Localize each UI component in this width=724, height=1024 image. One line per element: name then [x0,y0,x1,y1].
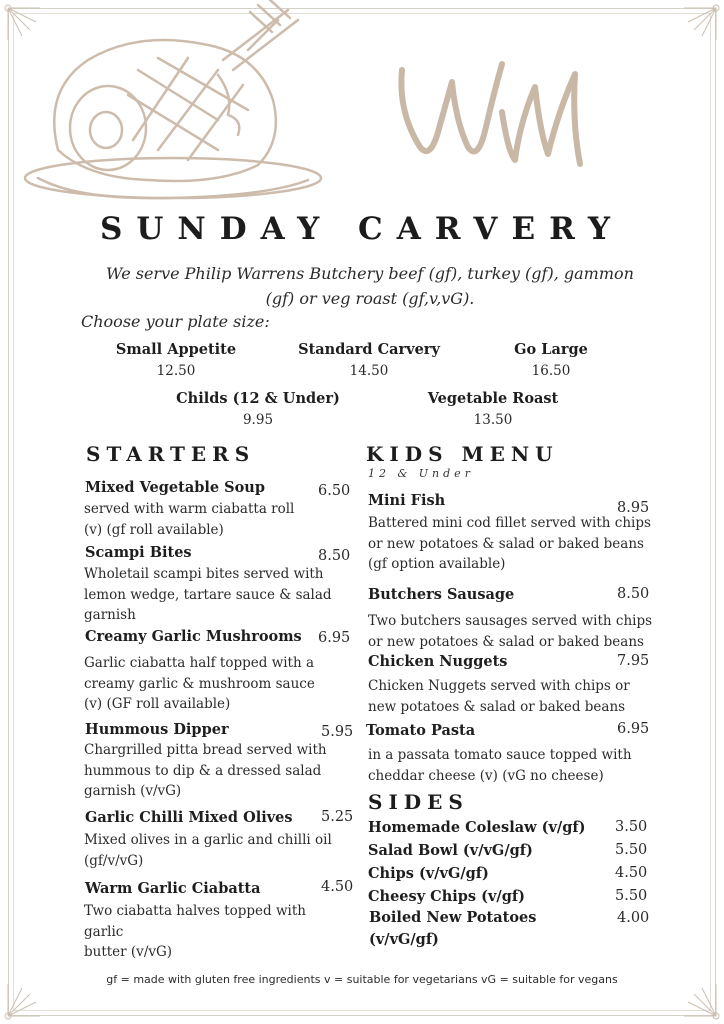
kids-item-name: Mini Fish [368,492,446,509]
page-title: SUNDAY CARVERY [99,211,625,247]
side-name: Chips (v/vG/gf) [368,865,489,882]
starter-price: 6.50 [318,483,351,499]
plate-size-price: 13.50 [473,412,513,428]
side-price: 5.50 [615,888,648,904]
kids-item-description: Two butchers sausages served with chips or new potatoes & salad or baked beans [368,613,653,650]
kids-menu-heading: KIDS MENU [366,442,559,466]
starter-name: Garlic Chilli Mixed Olives [85,809,293,826]
plate-size-price: 14.50 [349,363,389,379]
starter-name: Hummous Dipper [85,721,229,738]
plate-size-name: Childs (12 & Under) [176,390,340,407]
plate-size-name: Small Appetite [115,341,237,358]
plate-size-price: 16.50 [531,363,571,379]
kids-item-price: 6.95 [617,721,650,737]
plate-size-name: Go Large [514,341,588,358]
kids-item-description: Battered mini cod fillet served with chips or new potatoes & salad or baked beans (gf option available) [368,515,651,572]
dietary-key-footer: gf = made with gluten free ingredients v = suitable for vegetarians vG = suitable for vegans [106,973,618,986]
side-price: 3.50 [615,819,648,835]
kids-item-price: 8.50 [617,586,650,602]
plate-size-price: 12.50 [156,363,196,379]
starters-heading: STARTERS [86,442,256,466]
kids-item-description: Chicken Nuggets served with chips or new potatoes & salad or baked beans [368,678,630,715]
plate-size-option [101,341,251,379]
plate-size-option [413,390,573,428]
starter-price: 5.25 [321,809,354,825]
plate-size-name: Standard Carvery [298,341,440,358]
wm-monogram-logo [390,52,605,177]
starter-name: Mixed Vegetable Soup [85,479,265,496]
kids-item-name: Butchers Sausage [368,586,515,603]
corner-ornament-icon [674,0,724,50]
starter-description: Wholetail scampi bites served with lemon wedge, tartare sauce & salad garnish [84,566,332,623]
plate-size-option [289,341,449,379]
side-price: 4.50 [615,865,648,881]
plate-size-option [476,341,626,379]
plate-size-option [168,390,348,428]
side-price: 4.00 [617,910,650,926]
kids-item-description: in a passata tomato sauce topped with cheddar cheese (v) (vG no cheese) [368,747,632,784]
side-name: Boiled New Potatoes [369,909,537,926]
starter-price: 6.95 [318,630,351,646]
starter-price: 5.95 [321,724,354,740]
kids-item-name: Chicken Nuggets [368,653,508,670]
starter-description: Garlic ciabatta half topped with a creamy garlic & mushroom sauce (v) (GF roll available) [84,655,315,712]
plate-size-price: 9.95 [242,412,274,428]
plate-size-name: Vegetable Roast [427,390,559,407]
starter-description: Chargrilled pitta bread served with hummous to dip & a dressed salad garnish (v/vG) [84,742,327,799]
starter-name: Scampi Bites [85,544,192,561]
sides-heading: SIDES [368,790,469,814]
side-name: Salad Bowl (v/vG/gf) [368,842,533,859]
starter-description: Mixed olives in a garlic and chilli oil (gf/v/vG) [84,832,332,869]
intro-text: We serve Philip Warrens Butchery beef (gf), turkey (gf), gammon (gf) or veg roast (gf,v,vG). [106,264,634,308]
side-price: 5.50 [615,842,648,858]
roast-ham-illustration [18,0,338,205]
side-name: Homemade Coleslaw (v/gf) [368,819,586,836]
side-name-continued: (v/vG/gf) [369,931,439,948]
starter-description: served with warm ciabatta roll (v) (gf roll available) [84,501,295,538]
starter-description: Two ciabatta halves topped with garlic butter (v/vG) [84,903,306,960]
choose-size-label: Choose your plate size: [81,312,270,331]
kids-item-price: 7.95 [617,653,650,669]
kids-menu-subheading: 12 & Under [368,467,474,480]
kids-item-price: 8.95 [617,500,650,516]
starter-name: Warm Garlic Ciabatta [85,880,261,897]
starter-name: Creamy Garlic Mushrooms [85,628,302,645]
side-name: Cheesy Chips (v/gf) [368,888,525,905]
starter-price: 8.50 [318,548,351,564]
kids-item-name: Tomato Pasta [366,722,476,739]
starter-price: 4.50 [321,879,354,895]
